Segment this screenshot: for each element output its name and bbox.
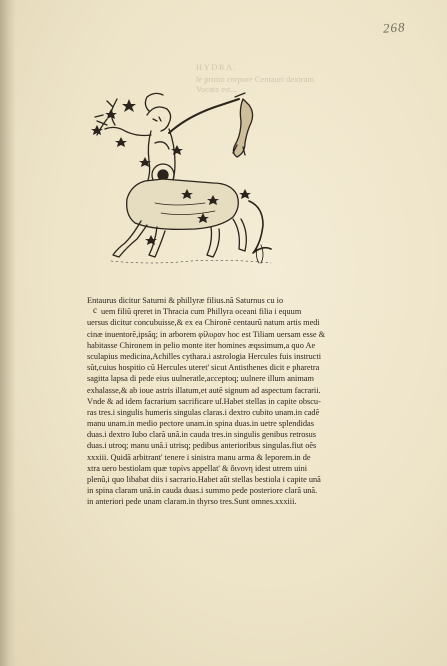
text-line: cinæ inuentorẽ,ipsãq; in arborem φίλυραν hoc est Tiliam uersam esse &	[87, 329, 326, 339]
text-line: xtra uero bestiolam quæ ταρίνs appellat' & ὄινονη idest utrem uini	[87, 463, 308, 473]
text-line: duas.i dextro Iubo clarã unã.in cauda tres.in singulis genibus retrosus	[87, 430, 317, 440]
binding-gutter	[0, 0, 16, 666]
text-line: duas.i utroq; manu unã.i utrisq; pedibus anterioribus singulas.fiut oẽs	[87, 441, 317, 451]
text-line: Entaurus dicitur Saturni & phillyræ filius.nã Saturnus cu io	[87, 296, 284, 305]
text-line: manu unam.in medio pectore unam.in spina duas.in uetre splendidas	[87, 419, 314, 429]
bleed-through-text-3: Vocata est...	[196, 84, 237, 94]
text-line: uersus dicitur concubuisse,& ex ea Chironẽ centaurũ natum artis medi	[87, 318, 320, 328]
drop-initial: c	[93, 305, 97, 315]
text-line: sũt,cuius hospitio cũ Hercules uteret' sicut Antisthenes dicit e pharetra	[87, 363, 320, 373]
centaur-woodcut-illustration	[85, 85, 285, 285]
text-line: uem filiũ qreret in Thracia cum Phillyra oceani filia i equum	[101, 307, 302, 317]
text-line: sagitta lapsa di pede eius uulneratle,acceptoq; uulnere illum animam	[87, 374, 314, 384]
text-line: Vnde & ad idem facrarium sacrificare uſ.Habet stellas in capite obscu-	[87, 396, 321, 406]
text-line: ras tres.i singulis humeris singulas claras.i dextro cubito unam.in cadẽ	[87, 407, 320, 417]
bleed-through-text-2: le primo corpore Centauri dextram	[196, 74, 315, 84]
text-line: habitasse Chironem in pelio monte iter homines æqssimum,a quo Ae	[87, 340, 316, 350]
body-text	[87, 295, 372, 508]
text-line: sculapius medicina,Achilles cythara.i astrologia Hercules fuis instructi	[87, 351, 322, 361]
text-line: plenũ,i quo libabat diis i sacrario.Habet aũt stellas bestiola i capite unã	[87, 475, 321, 484]
bleed-through-text-1: HYDRA.	[196, 62, 238, 72]
text-line: in spina claram unã.in cauda duas.i summo pede posteriore clarã unã.	[87, 486, 318, 496]
folio-number: 268	[382, 19, 406, 36]
text-line: xxxiii. Quidã arbitrant' tenere i sinistra manu arma & leporem.in de	[87, 452, 311, 462]
text-line: exhalasse,& ab ioue astris illatum,et autẽ signum ad aspectum facrarii.	[87, 385, 321, 395]
text-line: in anteriori pede unam claram.in thyrso tres.Sunt omnes.xxxiii.	[87, 497, 297, 507]
